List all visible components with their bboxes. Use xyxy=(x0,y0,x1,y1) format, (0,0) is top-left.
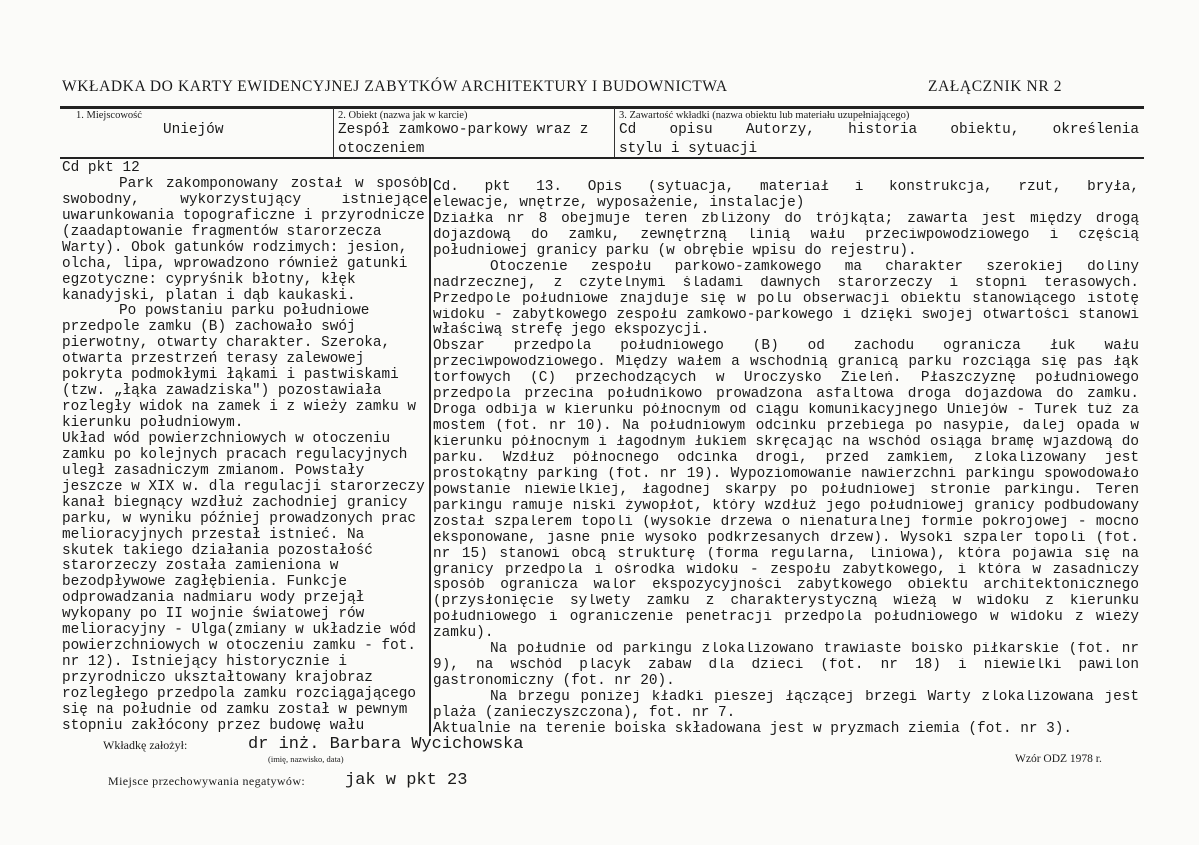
text-line: eksponowane, jasne pnie wysoko podkrzesanych drzew). Wysoki szpaler topoli (fot. xyxy=(433,530,1139,546)
text-line: Otoczenie zespołu parkowo-zamkowego ma charakter szerokiej doliny xyxy=(490,259,1139,275)
text-line: parkingu ramuje niski żywopłot, który wzdłuż jego południowej granicy podbudowany xyxy=(433,498,1139,514)
object-value-line: Zespół zamkowo-parkowy wraz z xyxy=(338,122,589,138)
text-line: przyrodniczo ukształtowany krajobraz xyxy=(62,670,373,686)
text-line: starorzeczy została zamieniona w xyxy=(62,558,339,575)
object-value-line: otoczeniem xyxy=(338,141,425,157)
text-line: uwarunkowania topograficzne i przyrodnicze xyxy=(62,207,425,224)
text-line: otwarta przestrzeń terasy zalewowej xyxy=(62,351,365,368)
text-line: jeszcze w XIX w. dla regulacji starorzeczy xyxy=(62,478,425,495)
text-line: melioracyjnych przestał istnieć. Na xyxy=(62,526,365,543)
text-line: zamku). xyxy=(433,625,494,642)
right-column xyxy=(433,180,1139,738)
text-line: pokryta podmokłymi łąkami i pastwiskami xyxy=(62,367,399,384)
text-line: (przysłonięcie sylwety zamku z charakterystyczną wieżą w widoku z kierunku xyxy=(433,594,1139,610)
text-line: południowej granicy parku (w obrębie wpisu do rejestru). xyxy=(433,242,917,259)
text-line: kanał biegnący wzdłuż zachodniej granicy xyxy=(62,494,408,511)
text-line: nadrzecznej, z czytelnymi śladami dawnych starorzeczy i stopni terasowych. xyxy=(433,275,1139,291)
text-line: stopniu zakłócony przez budowę wału xyxy=(62,717,365,734)
text-line: bezodpływowe zagłębienia. Funkcje xyxy=(62,574,347,591)
text-line: się na południe od zamku został w pewnym xyxy=(62,701,408,718)
text-line: przedpola przecina południkowo prowadzona asfaltowa droga dojazdowa do zamku. xyxy=(433,387,1139,403)
text-line: egzotyczne: cypryśnik błotny, kłęk xyxy=(62,271,356,288)
text-line: parku, w wyniku później prowadzonych prac xyxy=(62,510,417,527)
text-line: torfowych (C) przechodzących w Uroczysko Zieleń. Płaszczyznę południowego xyxy=(433,371,1139,387)
text-line: Układ wód powierzchniowych w otoczeniu xyxy=(62,430,391,447)
author-hint: (imię, nazwisko, data) xyxy=(268,754,344,764)
text-line: elewacje, wnętrze, wyposażenie, instalacje) xyxy=(433,194,805,211)
negatives-label: Miejsce przechowywania negatywów: xyxy=(108,774,306,788)
header-top-rule xyxy=(60,106,1144,109)
author-value: dr inż. Barbara Wycichowska xyxy=(248,735,524,754)
header-divider xyxy=(333,108,334,158)
text-line: Na południe od parkingu zlokalizowano trawiaste boisko piłkarskie (fot. nr xyxy=(490,642,1139,658)
text-line: swobodny, wykorzystujący istniejące xyxy=(62,192,428,208)
text-line: widoku - zabytkowego zespołu zamkowo-parkowego i dzięki swojej otwartości stanowi xyxy=(433,307,1139,323)
text-line: przedpole zamku (B) zachowało swój xyxy=(62,319,356,336)
text-line: kanadyjski, platan i dąb kaukaski. xyxy=(62,287,356,304)
text-line: dojazdową do zamku, zewnętrzną linią wału przeciwpowodziowego i częścią xyxy=(433,227,1139,243)
locality-value: Uniejów xyxy=(163,122,224,138)
text-line: skutek takiego działania pozostałość xyxy=(62,542,373,559)
content-value xyxy=(619,121,1139,159)
text-line: mostem (fot. nr 10). Na południowym odcinku przebiega po nasypie, dalej opada w xyxy=(433,419,1139,435)
text-line: został szpalerem topoli (wysokie drzewa o nienaturalnej formie pokrojowej - mocno xyxy=(433,514,1139,530)
document-title: WKŁADKA DO KARTY EWIDENCYJNEJ ZABYTKÓW ARCHITEKTURY I BUDOWNICTWA xyxy=(62,78,728,95)
text-line: odprowadzania nadmiaru wody przejął xyxy=(62,590,365,607)
column-divider xyxy=(429,178,431,736)
text-line: kierunku południowym. xyxy=(62,415,244,431)
text-line: Przedpole południowe znajduje się w polu obserwacji obiektu stanowiącego istotę xyxy=(433,291,1139,307)
text-line: Obszar przedpola południowego (B) od zachodu ogranicza łuk wału xyxy=(433,339,1139,355)
text-line: pierwotny, otwarty charakter. Szeroka, xyxy=(62,335,391,352)
text-line: prostokątny parking (fot. nr 19). Wypoziomowanie nawierzchni parkingu spowodowało xyxy=(433,466,1139,482)
left-column-heading: Cd pkt 12 xyxy=(62,160,140,176)
text-line: (zaadaptowanie fragmentów starorzecza xyxy=(62,223,382,240)
text-line: powierzchniowych w otoczeniu zamku - fot. xyxy=(62,638,417,655)
annex-number: ZAŁĄCZNIK NR 2 xyxy=(928,78,1063,95)
text-line: przeciwpowodziowego. Między wałem a wschodnią granicą parku rozciąga się pas łąk xyxy=(433,355,1139,371)
text-line: gastronomiczny (fot. nr 20). xyxy=(433,673,675,690)
form-version: Wzór ODZ 1978 r. xyxy=(1015,753,1102,765)
text-line: Na brzegu poniżej kładki pieszej łączącej brzegi Warty zlokalizowana jest xyxy=(490,690,1139,705)
text-line: południowego i ograniczenie penetracji przedpola południowego w widoku z wieży xyxy=(433,610,1139,626)
text-line: powstanie niewielkiej, łagodnej skarpy po południowej stronie parkingu. Teren xyxy=(433,482,1139,498)
negatives-value: jak w pkt 23 xyxy=(345,771,468,790)
text-line: Aktualnie na terenie boiska składowana jest w pryzmach ziemia (fot. nr 3). xyxy=(433,720,1073,737)
header-divider xyxy=(614,108,615,158)
text-line: nr 12). Istniejący historycznie i xyxy=(62,654,347,671)
text-line: plaża (zanieczyszczona), fot. nr 7. xyxy=(433,704,736,721)
object-value xyxy=(338,121,588,159)
text-line: granicy przedpola i ośrodka widoku - zespołu zabytkowego, i która w zasadniczy xyxy=(433,562,1139,578)
text-line: Warty). Obok gatunków rodzimych: jesion, xyxy=(62,239,408,256)
text-line: Cd. pkt 13. Opis (sytuacja, materiał i konstrukcja, rzut, bryła, xyxy=(433,180,1139,195)
text-line: Działka nr 8 obejmuje teren zbliżony do trójkąta; zawarta jest między drogą xyxy=(433,211,1139,227)
text-line: kierunku północnym i łagodnym łukiem skręcając na wschód osiąga bramę wjazdową do xyxy=(433,435,1139,450)
text-line: Po powstaniu parku południowe xyxy=(119,303,370,320)
content-value-line: Cd opisu Autorzy, historia obiektu, określenia xyxy=(619,122,1139,138)
content-value-line: stylu i sytuacji xyxy=(619,141,758,157)
text-line: wykopany po II wojnie światowej rów xyxy=(62,606,365,623)
text-line: rozległy widok na zamek i z wieży zamku w xyxy=(62,399,417,416)
text-line: właściwą strefę jego ekspozycji. xyxy=(433,322,710,339)
text-line: Park zakomponowany został w sposób xyxy=(119,176,428,192)
text-line: rozległego przedpola zamku rozciągającego xyxy=(62,685,417,702)
content-label: 3. Zawartość wkładki (nazwa obiektu lub materiału uzupełniającego) xyxy=(619,110,910,121)
text-line: zamku po kolejnych pracach regulacyjnych xyxy=(62,446,408,463)
author-label: Wkładkę założył: xyxy=(103,738,188,752)
left-column xyxy=(62,161,428,735)
text-line: (tzw. „łąka zawadziska") pozostawiała xyxy=(62,383,382,400)
text-line: olcha, lipa, wprowadzono również gatunki xyxy=(62,255,408,272)
text-line: sposób ogranicza walor ekspozycyjności zabytkowego obiektu architektonicznego xyxy=(433,578,1139,594)
object-label: 2. Obiekt (nazwa jak w karcie) xyxy=(338,110,468,121)
text-line: Droga odbija w kierunku północnym od ciągu komunikacyjnego Uniejów - Turek tuż za xyxy=(433,403,1139,419)
text-line: parku. Wzdłuż północnego odcinka drogi, przed zamkiem, zlokalizowany jest xyxy=(433,450,1139,466)
locality-label: 1. Miejscowość xyxy=(76,110,142,121)
text-line: uległ zasadniczym zmianom. Powstały xyxy=(62,462,365,479)
text-line: melioracyjny - Ulga(zmiany w układzie wód xyxy=(62,622,417,639)
text-line: nr 15) stanowi obcą strukturę (forma regularna, liniowa), która pojawia się na xyxy=(433,546,1139,562)
text-line: 9), na wschód placyk zabaw dla dzieci (fot. nr 18) i niewielki pawilon xyxy=(433,658,1139,674)
